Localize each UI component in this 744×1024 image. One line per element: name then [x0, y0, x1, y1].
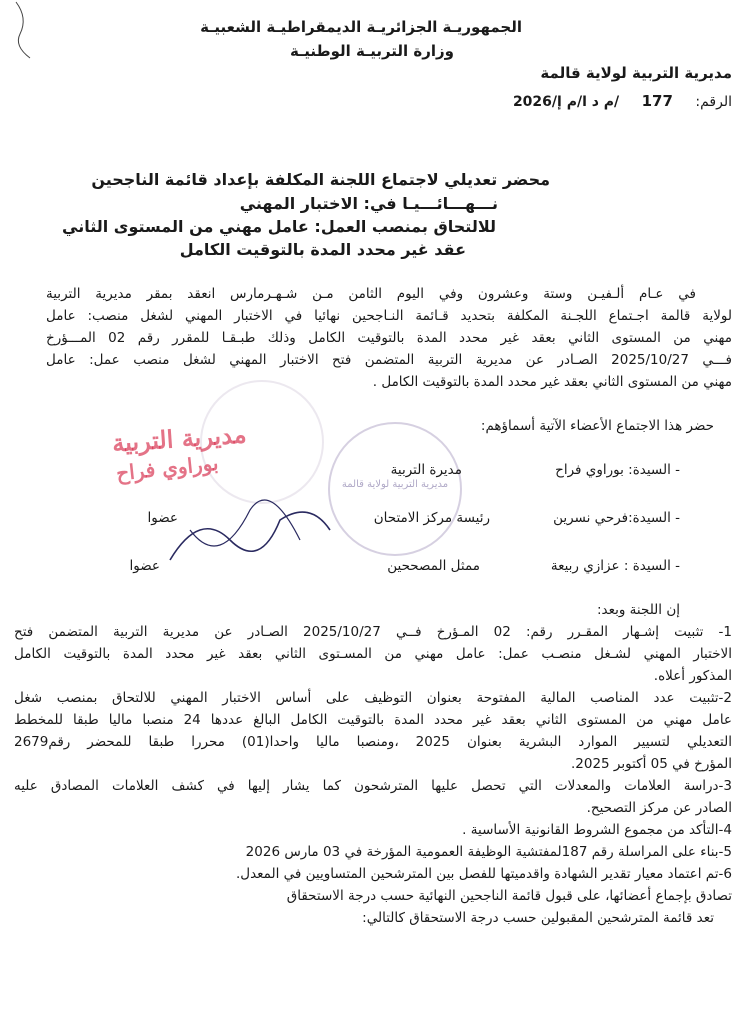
reference-label: الرقم: — [695, 94, 732, 110]
decision-3-line-1: 3-دراسة العلامات والمعدلات التي تحصل عليها المترشحون كما يشار إليها في كشف العلامات المصادق عليه — [14, 778, 732, 794]
decision-1-line-2: الاختبار المهني لشـغل منصـب عمل: عامل مهني من المسـتوى الثاني بعقد غير محدد المدة بالتوقيت الكامل — [14, 646, 732, 662]
round-stamp-text: مديرية التربية لولاية قالمة — [341, 479, 449, 490]
intro-line-5: مهني من المستوى الثاني بعقد غير محدد المدة بالتوقيت الكامل . — [372, 374, 732, 390]
intro-line-4: فـــي 2025/10/27 الصـادر عن مديرية التربية المتضمن فتح الاختبار المهني لشغل منصب عمل: عامل — [46, 352, 732, 368]
decision-2-line-3: التعديلي لتسيير الموارد البشرية بعنوان 2025 ،ومنصبا ماليا واحدا(01) محررا طبقا للمحضر رقم2679 — [14, 734, 732, 750]
title-line-4: عقد غير محدد المدة بالتوقيت الكامل — [179, 240, 466, 259]
intro-line-1: في عـام ألـفيـن وستة وعشرون وفي اليوم الثامن مـن شـهـرمارس انعقد بمقر مديرية التربية — [46, 286, 696, 302]
decision-5: 5-بناء على المراسلة رقم 187لمفتشية الوظيفة العمومية المؤرخة في 03 مارس 2026 — [245, 844, 732, 860]
ministry-heading: وزارة التربيـة الوطنيـة — [289, 42, 454, 60]
candidate-list-intro: تعد قائمة المترشحين المقبولين حسب درجة الاستحقاق كالتالي: — [362, 910, 714, 926]
decision-3-line-2: الصادر عن مركز التصحيح. — [586, 800, 732, 816]
member-2-role: رئيسة مركز الامتحان — [373, 510, 490, 526]
signature-scribble — [160, 470, 340, 590]
member-1-name: - السيدة: بوراوي فراح — [555, 462, 680, 478]
title-line-1: محضر تعديلي لاجتماع اللجنة المكلفة بإعداد قائمة الناجحين — [91, 170, 550, 189]
reference-suffix: /م د ا/م إ/2026 — [512, 94, 620, 110]
decision-2-line-2: عامل مهني من المستوى الثاني بعقد غير محدد المدة بالتوقيت الكامل البالغ عددها 24 منصبا ماليا طبقا للمخطط — [14, 712, 732, 728]
approval-statement: تصادق بإجماع أعضائها، على قبول قائمة الناجحين النهائية حسب درجة الاستحقاق — [286, 888, 732, 904]
red-stamp-title: مديرية التربية — [111, 419, 248, 458]
decision-6: 6-تم اعتماد معيار تقدير الشهادة واقدميتها للفصل بين المترشحين المتساويين في المعدل. — [235, 866, 732, 882]
reference-number: 177 — [641, 92, 673, 110]
attendance-intro: حضر هذا الاجتماع الأعضاء الآتية أسماؤهم: — [480, 418, 714, 434]
intro-line-3: مهني من المستوى الثاني بعقد غير محدد المدة بالتوقيت الكامل وذلك طبـقـا للمقرر رقم 02 المـــؤرخ — [46, 330, 732, 346]
directorate-heading: مديرية التربية لولاية قالمة — [540, 64, 732, 82]
reference-line — [513, 92, 732, 110]
member-2-name: - السيدة:فرحي نسرين — [553, 510, 680, 526]
member-2-capacity: عضوا — [147, 510, 178, 526]
red-stamp-name: بوراوي فراح — [115, 450, 220, 486]
republic-heading: الجمهوريـة الجزائريـة الديمقراطيـة الشعبيـة — [200, 18, 522, 36]
member-3-role: ممثل المصححين — [387, 558, 480, 574]
member-3-name: - السيدة : عزازي ربيعة — [550, 558, 680, 574]
member-3-capacity: عضوا — [129, 558, 160, 574]
page-corner-scribble — [6, 0, 42, 60]
decision-2-line-1: 2-تثبيت عدد المناصب المالية المفتوحة بعنوان التوظيف على أساس الاختبار المهني للالتحاق بمنصب شغل — [14, 690, 732, 706]
round-official-stamp — [328, 422, 462, 556]
intro-line-2: لولاية قالمة اجـتماع اللجـنة المكلفة بتحديد قـائمة النـاجحين نهائيا في الاختبار المهني لشغل منصب: عامل — [46, 308, 732, 324]
decision-1-line-3: المذكور أعلاه. — [653, 668, 732, 684]
title-line-2: نـــهـــائـــيـا في: الاختبار المهني — [239, 194, 498, 213]
title-line-3: للالتحاق بمنصب العمل: عامل مهني من المستوى الثاني — [62, 217, 496, 236]
decision-2-line-4: المؤرخ في 05 أكتوبر 2025. — [570, 756, 732, 772]
member-1-role: مديرة التربية — [390, 462, 462, 478]
decision-1-line-1: 1- تثبيت إشـهار المقـرر رقم: 02 المـؤرخ فــي 2025/10/27 الصـادر عن مديرية التربية المتضمن فتح — [14, 624, 732, 640]
committee-intro: إن اللجنة وبعد: — [596, 602, 680, 618]
decision-4: 4-التأكد من مجموع الشروط القانونية الأساسية . — [462, 822, 732, 838]
